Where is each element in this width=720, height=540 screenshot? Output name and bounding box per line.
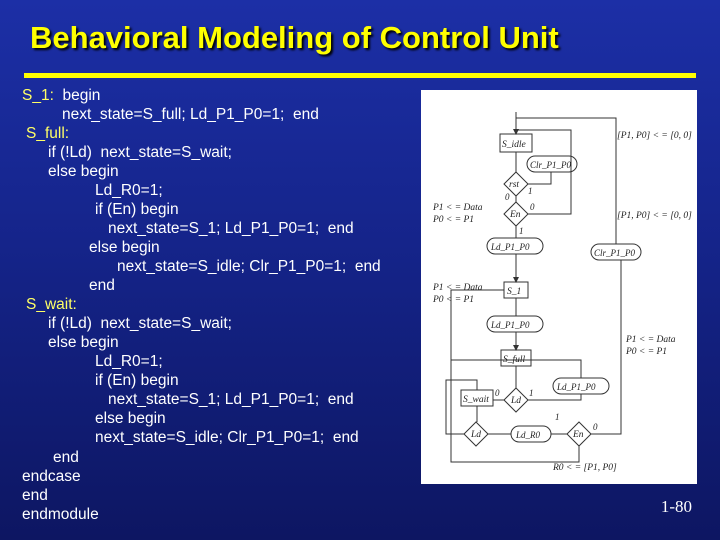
branch-label-0b: 0	[530, 202, 535, 212]
page-number: 1-80	[660, 497, 692, 516]
side-label-p1-data-3: P1 < = Data	[626, 335, 676, 345]
side-label-p0-p1-2: P0 < = P1	[433, 295, 475, 305]
branch-label-1: 1	[528, 186, 533, 196]
signal-label-ld-1: Ld_P1_P0	[491, 242, 530, 252]
signal-label-ld-2: Ld_P1_P0	[491, 320, 530, 330]
state-label-s-full: S_full	[503, 355, 526, 365]
side-label-p1-data-2: P1 < = Data	[433, 283, 483, 293]
cond-label-ld-1: Ld	[511, 396, 522, 406]
code-line: endmodule	[22, 506, 99, 523]
code-line: S_1: begin	[22, 87, 101, 104]
code-line: next_state=S_full; Ld_P1_P0=1; end	[62, 106, 319, 123]
signal-label-clr-2: Clr_P1_P0	[594, 248, 636, 258]
side-label-reset-2: [P1, P0] < = [0, 0]	[617, 211, 692, 221]
branch-label-0c: 0	[495, 388, 500, 398]
cond-label-ld-2: Ld	[471, 430, 482, 440]
code-line: else begin	[48, 334, 119, 351]
code-line: next_state=S_idle; Clr_P1_P0=1; end	[95, 429, 359, 446]
side-label-p1-data-1: P1 < = Data	[433, 203, 483, 213]
code-line: end	[53, 449, 79, 466]
code-line: if (En) begin	[95, 372, 179, 389]
title-underline	[24, 73, 696, 78]
code-line: if (!Ld) next_state=S_wait;	[48, 144, 232, 161]
code-line: next_state=S_1; Ld_P1_P0=1; end	[108, 220, 354, 237]
verilog-code-block	[0, 86, 420, 526]
code-line: Ld_R0=1;	[95, 182, 163, 199]
side-label-reset-1: [P1, P0] < = [0, 0]	[617, 131, 692, 141]
code-line: else begin	[48, 163, 119, 180]
state-label-s-wait: S_wait	[463, 395, 489, 405]
code-line: if (!Ld) next_state=S_wait;	[48, 315, 232, 332]
code-line: else begin	[89, 239, 160, 256]
code-line: if (En) begin	[95, 201, 179, 218]
branch-label-1d: 1	[555, 412, 560, 422]
asmd-chart-svg	[421, 90, 697, 484]
slide-title: Behavioral Modeling of Control Unit	[30, 20, 559, 55]
code-line: end	[89, 277, 115, 294]
code-line: end	[22, 487, 48, 504]
cond-label-en-2: En	[573, 430, 584, 440]
branch-label-1b: 1	[519, 226, 524, 236]
branch-label-1c: 1	[529, 388, 534, 398]
code-line: Ld_R0=1;	[95, 353, 163, 370]
side-label-p0-p1-1: P0 < = P1	[433, 215, 475, 225]
cond-label-rst: rst	[509, 180, 520, 190]
state-label-s-idle: S_idle	[502, 140, 526, 150]
branch-label-0: 0	[505, 192, 510, 202]
side-label-r0: R0 < = [P1, P0]	[553, 463, 617, 473]
code-line: else begin	[95, 410, 166, 427]
branch-label-0d: 0	[593, 422, 598, 432]
code-line: S_full:	[26, 125, 70, 142]
cond-label-en-1: En	[510, 210, 521, 220]
code-line: S_wait:	[26, 296, 77, 313]
code-line: endcase	[22, 468, 81, 485]
asmd-chart	[421, 90, 697, 484]
signal-label-clr: Clr_P1_P0	[530, 160, 572, 170]
code-line: next_state=S_1; Ld_P1_P0=1; end	[108, 391, 354, 408]
code-line: next_state=S_idle; Clr_P1_P0=1; end	[117, 258, 381, 275]
signal-label-ld-3: Ld_P1_P0	[557, 382, 596, 392]
signal-label-ld-r0: Ld_R0	[516, 430, 541, 440]
side-label-p0-p1-3: P0 < = P1	[626, 347, 668, 357]
state-label-s-1: S_1	[507, 287, 522, 297]
